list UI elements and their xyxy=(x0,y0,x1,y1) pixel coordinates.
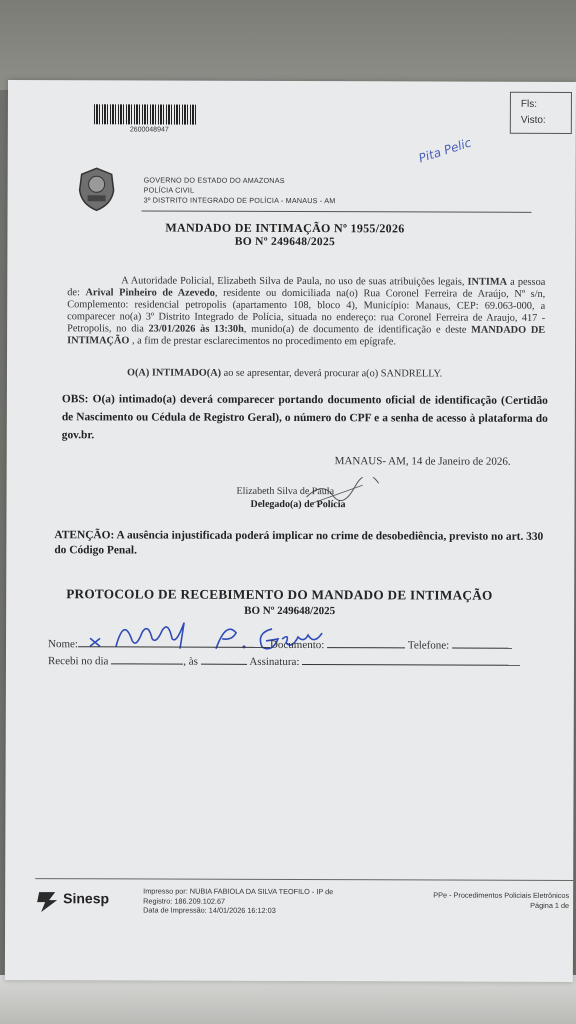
appointment-datetime: 23/01/2026 às 13:30h xyxy=(148,323,244,335)
paragraph-text-2: a pessoa de: xyxy=(67,276,546,299)
paragraph-intro: A Autoridade Policial, Elizabeth Silva de Paula, no uso de suas atribuições legais, xyxy=(121,275,465,288)
assinatura-field xyxy=(302,654,520,666)
intimado-keyword: O(A) INTIMADO(A) xyxy=(126,367,222,379)
signer-role: Delegado(a) de Polícia xyxy=(250,498,346,511)
telefone-label: Telefone: xyxy=(407,639,450,652)
system-name: PPe - Procedimentos Policiais Eletrônicos xyxy=(433,890,570,900)
document-page xyxy=(5,80,576,982)
system-info xyxy=(419,890,569,910)
registro-ip: Registro: 186.209.102.67 xyxy=(143,895,226,906)
barcode xyxy=(94,104,198,124)
intimado-line xyxy=(67,367,547,381)
header-line-2: POLÍCIA CIVIL xyxy=(143,185,195,195)
protocol-line-1 xyxy=(48,636,512,652)
sinesp-logo-icon xyxy=(35,888,61,914)
barcode-number: 2600048947 xyxy=(129,126,169,134)
recipient-signature-icon xyxy=(76,608,336,659)
attention-note: ATENÇÃO: A ausência injustificada poderá implicar no crime de desobediência, previsto no art. 330 do Código Penal. xyxy=(54,529,544,557)
printed-by: Impresso por: NUBIA FABIOLA DA SILVA TEOFILO - IP de xyxy=(143,886,334,897)
footer-divider xyxy=(35,878,575,881)
protocol-title: PROTOCOLO DE RECEBIMENTO DO MANDADO DE INTIMAÇÃO xyxy=(66,586,493,603)
assinatura-label: Assinatura: xyxy=(249,655,300,669)
header-divider xyxy=(142,210,532,212)
bo-number: BO Nº 249648/2025 xyxy=(234,235,336,249)
nome-label: Nome: xyxy=(48,638,79,651)
horario-field xyxy=(201,654,247,665)
fls-label: Fls: xyxy=(520,98,538,110)
handwritten-margin-note: Pita Pelic xyxy=(416,135,473,166)
paragraph-text-3: , residente ou domiciliada na(o) Rua Coronel Ferreira de Araújo, Nº s/n, Complemento: residencial petropolis (apartamento 108, bloco 4), Município: Manaus, CEP: 69.063-000, a comparecer no(a) 3º Distrito Integrado de Polícia, situada no endereço: rua Coronel Ferreira de Araujo, 417 - Petropolis, no dia xyxy=(67,287,546,335)
document-title: MANDADO DE INTIMAÇÃO Nº 1955/2026 xyxy=(165,220,405,236)
protocol-bo-number: BO Nº 249648/2025 xyxy=(244,604,336,618)
visto-label: Visto: xyxy=(520,114,546,126)
intimado-text: ao se apresentar, deverá procurar a(o) SANDRELLY. xyxy=(221,367,443,380)
documento-field xyxy=(327,637,405,648)
signer-name: Elizabeth Silva de Paula xyxy=(236,485,335,498)
institution-header xyxy=(144,175,336,206)
paragraph-text-4: , munido(a) de documento de identificação e deste xyxy=(243,323,472,336)
documento-label: Documento: xyxy=(269,638,325,652)
recebi-dia-field xyxy=(111,653,183,664)
recebi-label: Recebi no dia xyxy=(47,655,109,668)
header-line-3: 3º DISTRITO INTEGRADO DE POLÍCIA - MANAUS - AM xyxy=(143,195,336,206)
intimated-person-name: Arival Pinheiro de Azevedo xyxy=(85,287,215,299)
obs-note: OBS: O(a) intimado(a) deverá comparecer portando documento oficial de identificação (Certidão de Nascimento ou Cédula de Registro Geral), o número do CPF e a senha de acesso à plataforma do gov.br. xyxy=(61,393,548,442)
header-line-1: GOVERNO DO ESTADO DO AMAZONAS xyxy=(143,175,285,185)
as-label: , às xyxy=(183,655,198,668)
issue-date: MANAUS- AM, 14 de Janeiro de 2026. xyxy=(334,455,511,468)
paragraph-text-5: , a fim de prestar esclarecimentos no procedimento em epígrafe. xyxy=(129,335,396,348)
nome-field xyxy=(78,636,270,648)
police-badge-icon xyxy=(76,166,118,212)
sinesp-logo-text: Sinesp xyxy=(63,890,110,907)
intimation-paragraph xyxy=(67,275,545,349)
protocol-line-2 xyxy=(48,653,520,669)
print-info xyxy=(143,886,333,915)
background-top xyxy=(0,0,576,90)
mandado-keyword: MANDADO DE INTIMAÇÃO xyxy=(67,324,546,347)
background-bottom xyxy=(0,975,576,1024)
telefone-field xyxy=(452,638,512,649)
intima-keyword: INTIMA xyxy=(467,276,508,288)
sinesp-logo xyxy=(35,886,125,918)
page-number: Página 1 de xyxy=(530,900,570,910)
print-date: Data de Impressão: 14/01/2026 16:12:03 xyxy=(143,905,276,915)
fls-visto-box xyxy=(510,92,572,134)
